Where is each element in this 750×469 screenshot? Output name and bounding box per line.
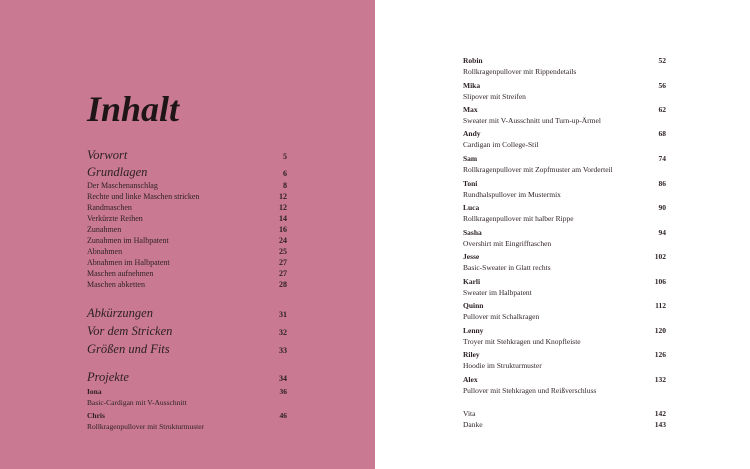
project-name: Max: [463, 105, 478, 114]
toc-entry-vor-dem-stricken: [87, 323, 287, 340]
toc-subentry: [87, 202, 287, 213]
entry-page: 68: [658, 129, 666, 138]
toc-project: [463, 202, 666, 213]
toc-project: [463, 349, 666, 360]
toc-project-iona: [87, 386, 287, 397]
right-page: [375, 0, 750, 469]
entry-label: Der Maschenanschlag: [87, 181, 158, 190]
entry-label: Randmaschen: [87, 203, 132, 212]
entry-page: 32: [279, 328, 287, 337]
project-desc: Sweater mit V-Ausschnitt und Turn-up-Ärmel: [463, 116, 601, 125]
entry-page: 62: [658, 105, 666, 114]
project-name: Mika: [463, 81, 481, 90]
project-name: Luca: [463, 203, 480, 212]
entry-page: 112: [655, 301, 666, 310]
project-desc: Rollkragenpullover mit Strukturmuster: [87, 422, 205, 431]
entry-label: Abnahmen im Halbpatent: [87, 258, 170, 267]
project-name: Andy: [463, 129, 481, 138]
project-name: Chris: [87, 411, 105, 420]
toc-subentry: [87, 191, 287, 202]
toc-subentry: [87, 279, 287, 290]
project-desc: Pullover mit Schalkragen: [463, 312, 540, 321]
project-desc: Troyer mit Stehkragen und Knopfleiste: [463, 337, 581, 346]
entry-label: Projekte: [87, 370, 129, 384]
entry-page: 94: [658, 228, 666, 237]
project-name: Lenny: [463, 326, 484, 335]
toc-project: [463, 251, 666, 262]
entry-page: 86: [658, 179, 666, 188]
toc-project: [463, 128, 666, 139]
entry-page: 31: [279, 310, 287, 319]
project-name: Alex: [463, 375, 478, 384]
project-desc: Sweater im Halbpatent: [463, 288, 532, 297]
toc-project: [463, 300, 666, 311]
project-desc: Rollkragenpullover mit Zopfmuster am Vorderteil: [463, 165, 613, 174]
toc-project: [463, 227, 666, 238]
toc-entry-vorwort: [87, 147, 287, 164]
project-desc: Hoodie im Strukturmuster: [463, 361, 542, 370]
toc-subentry: [87, 235, 287, 246]
toc-project: [463, 178, 666, 189]
project-name: Jesse: [463, 252, 480, 261]
entry-page: 46: [279, 411, 287, 420]
entry-page: 106: [654, 277, 666, 286]
toc-subentry: [87, 213, 287, 224]
entry-label: Zunahmen: [87, 225, 122, 234]
toc-entry-vita: [463, 408, 666, 419]
entry-page: 12: [279, 192, 287, 201]
project-name: Sasha: [463, 228, 482, 237]
toc-subentry: [87, 246, 287, 257]
toc-project: [463, 153, 666, 164]
toc-entry-groessen: [87, 341, 287, 358]
entry-label: Abkürzungen: [87, 306, 153, 320]
toc-entry-abkuerzungen: [87, 305, 287, 322]
entry-label: Rechte und linke Maschen stricken: [87, 192, 200, 201]
entry-label: Verkürzte Reihen: [87, 214, 143, 223]
project-desc: Rollkragenpullover mit halber Rippe: [463, 214, 574, 223]
toc-project: [463, 104, 666, 115]
entry-page: 5: [283, 152, 287, 161]
page-title: Inhalt: [87, 89, 180, 129]
entry-label: Vor dem Stricken: [87, 324, 173, 338]
project-desc: Rollkragenpullover mit Rippendetails: [463, 67, 577, 76]
entry-page: 90: [658, 203, 666, 212]
project-desc: Slipover mit Streifen: [463, 92, 526, 101]
toc-project: [463, 80, 666, 91]
entry-page: 25: [279, 247, 287, 256]
project-name: Robin: [463, 56, 483, 65]
entry-page: 8: [283, 181, 287, 190]
project-name: Sam: [463, 154, 478, 163]
project-name: Riley: [463, 350, 480, 359]
entry-page: 34: [279, 374, 287, 383]
entry-label: Vita: [463, 409, 476, 418]
project-name: Karli: [463, 277, 481, 286]
project-desc: Cardigan im College-Stil: [463, 140, 539, 149]
entry-label: Maschen aufnehmen: [87, 269, 154, 278]
entry-page: 143: [654, 420, 666, 429]
entry-label: Abnahmen: [87, 247, 123, 256]
entry-page: 74: [658, 154, 666, 163]
toc-project: [463, 55, 666, 66]
toc-entry-grundlagen: [87, 164, 287, 181]
project-desc: Basic-Cardigan mit V-Ausschnitt: [87, 398, 187, 407]
entry-page: 132: [654, 375, 666, 384]
entry-page: 6: [283, 169, 287, 178]
entry-label: Vorwort: [87, 148, 128, 162]
entry-page: 16: [279, 225, 287, 234]
entry-page: 14: [279, 214, 287, 223]
entry-page: 27: [279, 269, 287, 278]
entry-page: 52: [658, 56, 666, 65]
toc-project: [463, 325, 666, 336]
entry-label: Danke: [463, 420, 483, 429]
toc-subentry: [87, 224, 287, 235]
toc-project-chris: [87, 410, 287, 421]
toc-project: [463, 276, 666, 287]
entry-page: 56: [658, 81, 666, 90]
entry-page: 36: [279, 387, 287, 396]
project-desc: Overshirt mit Eingrifftaschen: [463, 239, 552, 248]
project-name: Toni: [463, 179, 478, 188]
entry-page: 126: [654, 350, 666, 359]
entry-page: 28: [279, 280, 287, 289]
entry-label: Größen und Fits: [87, 342, 170, 356]
project-name: Iona: [87, 387, 102, 396]
entry-page: 24: [279, 236, 287, 245]
toc-subentry: [87, 180, 287, 191]
project-desc: Rundhalspullover im Mustermix: [463, 190, 561, 199]
toc-project: [463, 374, 666, 385]
toc-subentry: [87, 268, 287, 279]
entry-page: 102: [654, 252, 666, 261]
entry-label: Grundlagen: [87, 165, 148, 179]
toc-entry-projekte: [87, 369, 287, 386]
entry-page: 120: [654, 326, 666, 335]
entry-label: Zunahmen im Halbpatent: [87, 236, 169, 245]
entry-page: 12: [279, 203, 287, 212]
entry-page: 142: [654, 409, 666, 418]
project-name: Quinn: [463, 301, 484, 310]
toc-entry-danke: [463, 419, 666, 430]
entry-label: Maschen abketten: [87, 280, 145, 289]
entry-page: 27: [279, 258, 287, 267]
project-desc: Pullover mit Stehkragen und Reißverschluss: [463, 386, 597, 395]
entry-page: 33: [279, 346, 287, 355]
toc-subentry: [87, 257, 287, 268]
project-desc: Basic-Sweater in Glatt rechts: [463, 263, 551, 272]
